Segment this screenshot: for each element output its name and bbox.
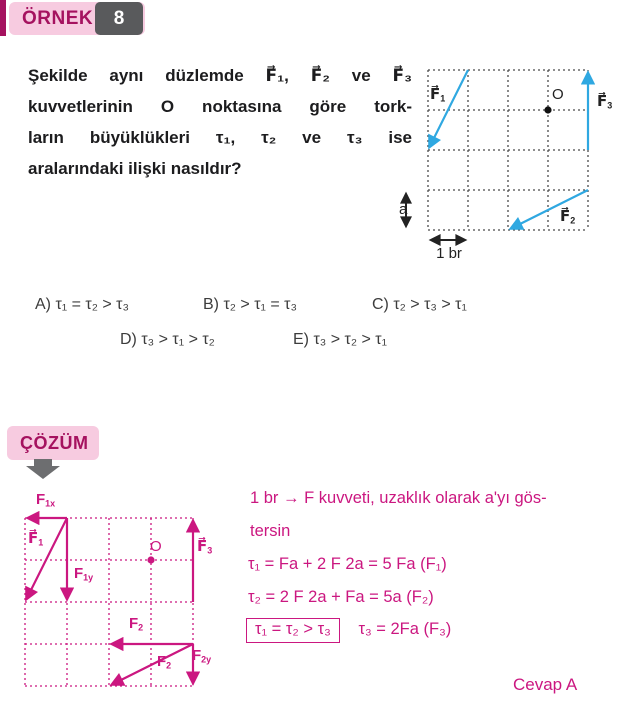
option-b: B) τ₂ > τ₁ = τ₃ [203, 296, 297, 313]
header-accent-bar [0, 0, 6, 36]
force-f1-label: $F⃗_1$ [430, 86, 446, 104]
solution-equation-1: τ₁ = Fa + 2 F 2a = 5 Fa (F₁) [248, 555, 447, 573]
option-e: E) τ₃ > τ₂ > τ₁ [293, 331, 387, 348]
question-line-3: ların büyüklükleri τ₁, τ₂ ve τ₃ ise [28, 128, 412, 147]
force-f1-arrow [430, 70, 469, 147]
f2-component-label: $F_2$ [129, 615, 144, 633]
question-line-4: aralarındaki ilişki nasıldır? [28, 159, 242, 178]
f3-label: $F⃗_3$ [197, 538, 213, 556]
solution-equation-2: τ₂ = 2 F 2a + Fa = 5a (F₂) [248, 588, 434, 606]
tau3-equation: τ₃ = 2Fa (F₃) [358, 620, 452, 638]
force-f2-arrow [511, 190, 588, 229]
example-number-badge: 8 [95, 2, 143, 35]
boxed-relation: τ₁ = τ₂ > τ₃ [246, 618, 340, 643]
solution-figure [10, 485, 240, 711]
question-text [28, 60, 412, 184]
option-a: A) τ₁ = τ₂ > τ₃ [35, 296, 129, 313]
example-title: ÖRNEK [22, 8, 94, 29]
problem-figure [390, 48, 631, 270]
question-line-1: Şekilde aynı düzlemde F⃗₁, F⃗₂ ve F⃗₃ [28, 66, 412, 85]
scale-1br-label: 1 br [436, 245, 462, 262]
f1y-label: $F_{1y}$ [74, 565, 94, 583]
option-c: C) τ₂ > τ₃ > τ₁ [372, 296, 467, 313]
force-f2-label: $F⃗_2$ [560, 208, 576, 226]
question-line-2: kuvvetlerinin O noktasına göre tork- [28, 97, 412, 116]
solution-result-row [246, 618, 451, 643]
point-o-dot [147, 556, 154, 563]
solution-line-1: 1 br → F kuvveti, uzaklık olarak a'yı gös- [250, 489, 547, 507]
f2y-label: $F_{2y}$ [192, 647, 212, 665]
point-o-label: O [150, 538, 162, 555]
solution-arrowhead-icon [26, 466, 60, 479]
force-f3-label: $F⃗_3$ [597, 93, 613, 111]
force-f2-arrow [112, 644, 193, 685]
f1x-label: $F_{1x}$ [36, 491, 56, 509]
answer-label: Cevap A [513, 675, 578, 694]
grid [428, 70, 588, 230]
f2-label: $F_2$ [157, 653, 172, 671]
point-o-dot [544, 106, 551, 113]
f1-label: $F⃗_1$ [28, 530, 44, 548]
option-d: D) τ₃ > τ₁ > τ₂ [120, 331, 215, 348]
solution-arrow-icon [34, 459, 52, 466]
solution-line-2: tersin [250, 522, 291, 540]
solution-title: ÇÖZÜM [20, 433, 89, 453]
scale-a-label: a [399, 201, 408, 218]
point-o-label: O [552, 86, 564, 103]
